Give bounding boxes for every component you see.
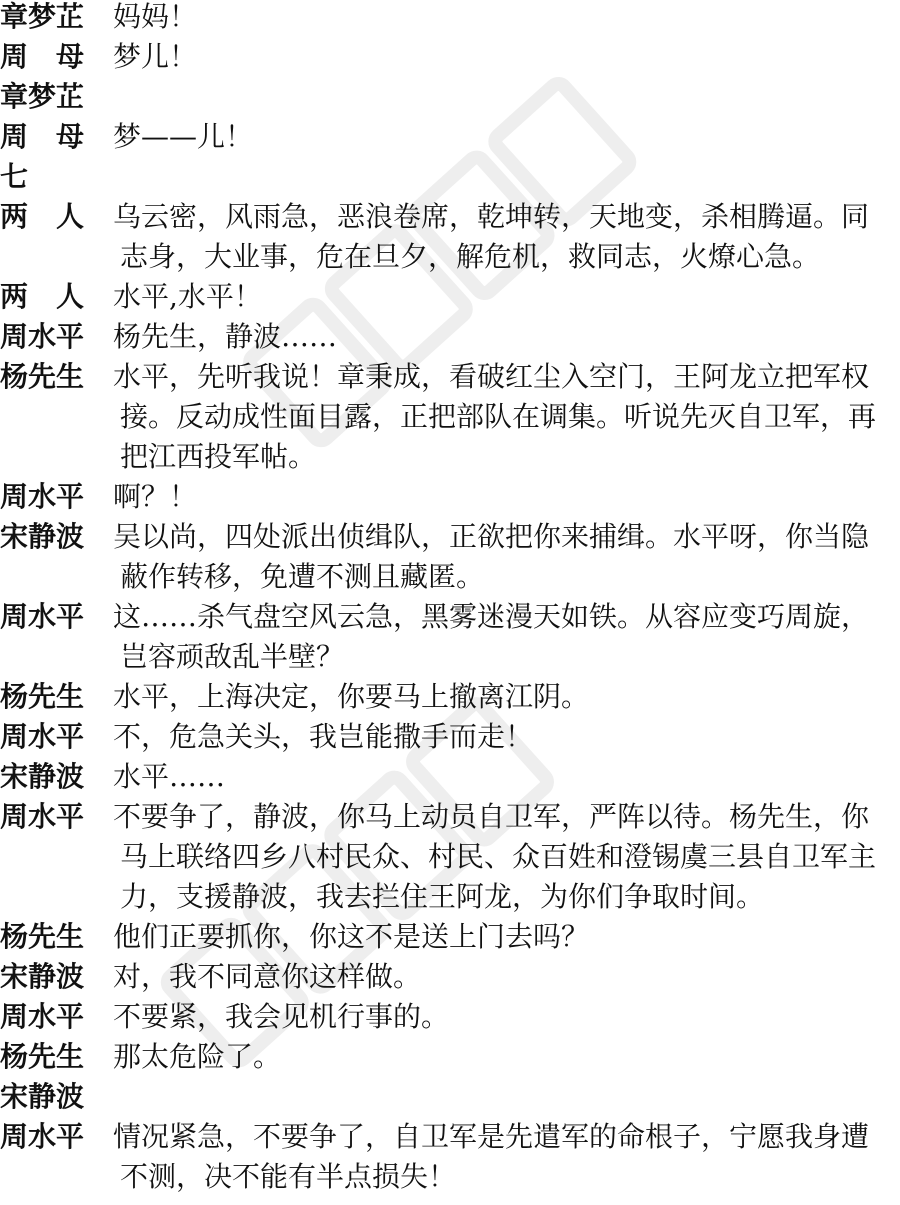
speech-line: 梦儿！ <box>113 40 198 73</box>
speaker-name: 宋静波 <box>0 760 85 793</box>
speech-line: 啊？！ <box>113 480 198 513</box>
speech <box>113 1037 900 1077</box>
dialogue-entry <box>0 0 900 37</box>
speech-line: 那太危险了。 <box>113 1040 282 1073</box>
speech <box>113 37 900 77</box>
speaker-name: 宋静波 <box>0 1080 85 1113</box>
speech-line: 不要争了，静波，你马上动员自卫军，严阵以待。杨先生，你 <box>113 800 870 833</box>
speech-line: 吴以尚，四处派出侦缉队，正欲把你来捕缉。水平呀，你当隐 <box>113 520 870 553</box>
dialogue-entry <box>0 517 900 597</box>
dialogue-entry <box>0 197 900 277</box>
dialogue-entry <box>0 677 900 717</box>
speech <box>113 0 900 37</box>
section-heading-row <box>0 157 900 197</box>
dialogue-entry <box>0 277 900 317</box>
speech <box>113 997 900 1037</box>
speech-line: 水平…… <box>113 760 226 793</box>
speech-line: 乌云密，风雨急，恶浪卷席，乾坤转，天地变，杀相腾逼。同 <box>113 200 870 233</box>
speech <box>113 357 900 477</box>
speaker-name: 周水平 <box>0 720 85 753</box>
speaker-name: 宋静波 <box>0 520 85 553</box>
speech-line: 水平,水平！ <box>113 280 262 313</box>
speech-line: 杨先生，静波…… <box>113 320 338 353</box>
speech-line: 接。反动成性面目露，正把部队在调集。听说先灭自卫军，再 <box>120 400 877 433</box>
speech-line: 力，支援静波，我去拦住王阿龙，为你们争取时间。 <box>120 880 765 913</box>
speech-line: 志身，大业事，危在旦夕，解危机，救同志，火燎心急。 <box>120 240 821 273</box>
dialogue-entry <box>0 957 900 997</box>
speaker-name: 章梦芷 <box>0 80 85 113</box>
speech <box>113 117 900 157</box>
speech-line: 对，我不同意你这样做。 <box>113 960 422 993</box>
speech-line: 妈妈！ <box>113 0 198 33</box>
speech <box>113 917 900 957</box>
speaker-name: 两 人 <box>0 280 85 313</box>
dialogue-entry <box>0 477 900 517</box>
speaker-name: 杨先生 <box>0 920 85 953</box>
speaker-name: 周 母 <box>0 120 85 153</box>
speech <box>113 597 900 677</box>
speech-line: 岂容顽敌乱半壁？ <box>120 640 345 673</box>
speaker-name: 周水平 <box>0 600 85 633</box>
dialogue-entry <box>0 997 900 1037</box>
speech-line: 把江西投军帖。 <box>120 440 317 473</box>
speech-line: 水平，上海决定，你要马上撤离江阴。 <box>113 680 590 713</box>
speaker-name: 周水平 <box>0 1000 85 1033</box>
speech <box>113 1117 900 1197</box>
dialogue-entry <box>0 1117 900 1197</box>
speech-line: 情况紧急，不要争了，自卫军是先遣军的命根子，宁愿我身遭 <box>113 1120 870 1153</box>
speaker-name: 周水平 <box>0 1120 85 1153</box>
speaker-name: 宋静波 <box>0 960 85 993</box>
speaker-name: 两 人 <box>0 200 85 233</box>
dialogue-entry <box>0 597 900 677</box>
speech-line: 不要紧，我会见机行事的。 <box>113 1000 450 1033</box>
speech-line: 水平，先听我说！章秉成，看破红尘入空门，王阿龙立把军权 <box>113 360 870 393</box>
speech <box>113 717 900 757</box>
speech <box>113 477 900 517</box>
section-number: 七 <box>0 160 29 193</box>
speech <box>113 317 900 357</box>
speaker-name: 章梦芷 <box>0 0 85 33</box>
speaker-name: 杨先生 <box>0 360 85 393</box>
speaker-name: 周水平 <box>0 480 85 513</box>
speech-line: 马上联络四乡八村民众、村民、众百姓和澄锡虞三县自卫军主 <box>120 840 877 873</box>
speech <box>113 757 900 797</box>
speech-line: 不测，决不能有半点损失！ <box>120 1160 457 1193</box>
speech <box>113 957 900 997</box>
dialogue-entry <box>0 1037 900 1077</box>
speech <box>113 277 900 317</box>
speaker-name: 周水平 <box>0 320 85 353</box>
speaker-name: 周水平 <box>0 800 85 833</box>
dialogue-entry <box>0 37 900 77</box>
dialogue-entry <box>0 77 900 117</box>
dialogue-entry <box>0 1077 900 1117</box>
speaker-name: 杨先生 <box>0 1040 85 1073</box>
speech <box>113 517 900 597</box>
speaker-name: 杨先生 <box>0 680 85 713</box>
speech <box>113 197 900 277</box>
speech-line: 这……杀气盘空风云急，黑雾迷漫天如铁。从容应变巧周旋， <box>113 600 870 633</box>
speech-line: 不，危急关头，我岂能撒手而走！ <box>113 720 534 753</box>
speech-line: 蔽作转移，免遭不测且藏匿。 <box>120 560 485 593</box>
speaker-name: 周 母 <box>0 40 85 73</box>
dialogue-entry <box>0 357 900 477</box>
dialogue-entry <box>0 757 900 797</box>
dialogue-entry <box>0 917 900 957</box>
speech <box>113 797 900 917</box>
speech <box>113 677 900 717</box>
speech-line: 梦——儿！ <box>113 120 254 153</box>
dialogue-entry <box>0 797 900 917</box>
dialogue-entry <box>0 117 900 157</box>
dialogue-entry <box>0 317 900 357</box>
dialogue-entry <box>0 717 900 757</box>
speech-line: 他们正要抓你，你这不是送上门去吗？ <box>113 920 590 953</box>
